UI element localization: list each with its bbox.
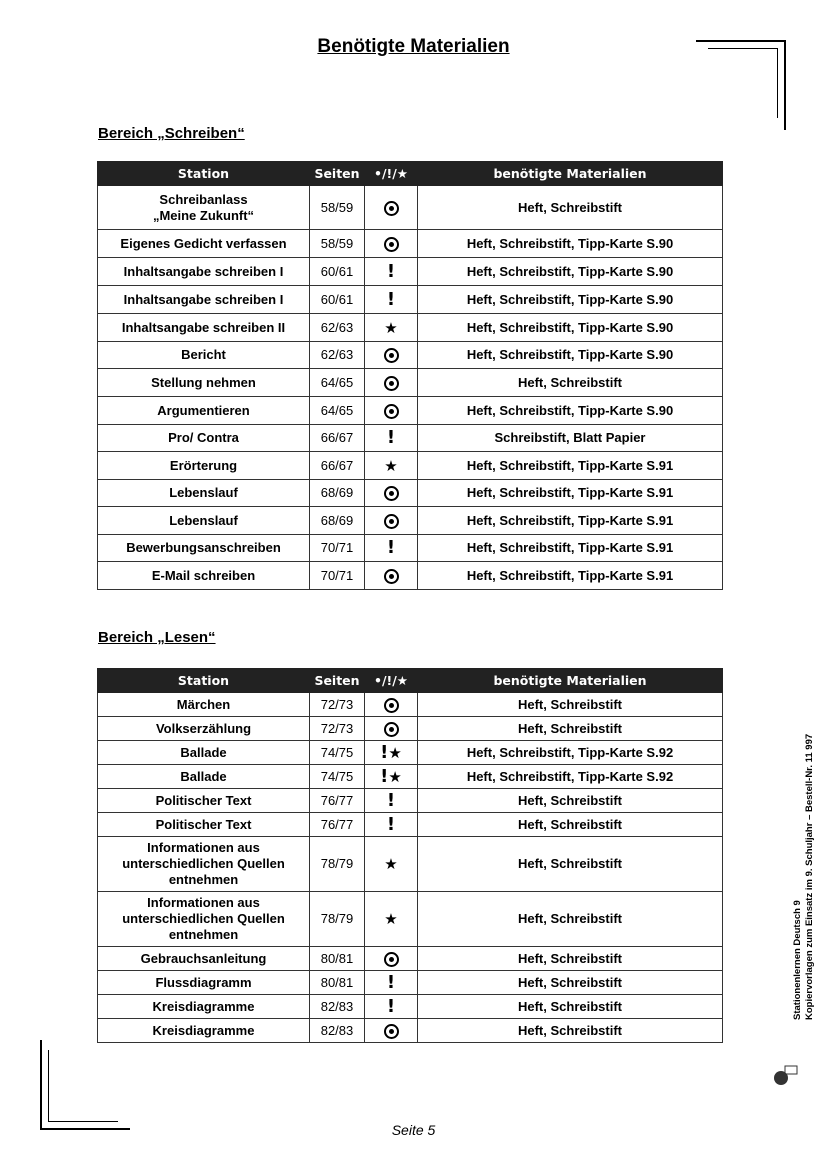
target-circle-icon: [384, 569, 399, 584]
pages-cell: 62/63: [310, 342, 365, 369]
difficulty-symbol-cell: [365, 535, 418, 562]
column-header-station: Station: [98, 669, 310, 693]
materials-cell: Heft, Schreibstift: [418, 813, 723, 837]
pages-cell: 60/61: [310, 258, 365, 286]
table-row: [98, 186, 723, 230]
materials-cell: Heft, Schreibstift, Tipp-Karte S.91: [418, 562, 723, 590]
materials-cell: Heft, Schreibstift, Tipp-Karte S.90: [418, 314, 723, 342]
difficulty-symbol-cell: [365, 342, 418, 369]
materials-cell: Heft, Schreibstift: [418, 1019, 723, 1043]
table-row: [98, 995, 723, 1019]
target-circle-icon: [384, 514, 399, 529]
difficulty-symbol-cell: [365, 693, 418, 717]
target-circle-icon: [384, 952, 399, 967]
target-circle-icon: [384, 722, 399, 737]
target-circle-icon: [384, 486, 399, 501]
station-cell: Bericht: [98, 342, 310, 369]
pages-cell: 64/65: [310, 369, 365, 397]
exclamation-icon: !: [386, 995, 396, 1017]
materials-cell: Heft, Schreibstift: [418, 789, 723, 813]
exclamation-icon: !: [386, 971, 396, 993]
station-cell: Inhaltsangabe schreiben II: [98, 314, 310, 342]
station-cell: Kreisdiagramme: [98, 1019, 310, 1043]
pages-cell: 58/59: [310, 230, 365, 258]
materials-cell: Heft, Schreibstift: [418, 186, 723, 230]
table-row: [98, 741, 723, 765]
pages-cell: 76/77: [310, 789, 365, 813]
column-header-symbol: •/!/★: [365, 162, 418, 186]
station-cell: Politischer Text: [98, 813, 310, 837]
difficulty-symbol-cell: [365, 425, 418, 452]
table-row: [98, 1019, 723, 1043]
exclamation-icon: !: [386, 537, 396, 558]
target-circle-icon: [384, 348, 399, 363]
target-circle-icon: [384, 1024, 399, 1039]
difficulty-symbol-cell: [365, 186, 418, 230]
station-cell: Informationen aus unterschiedlichen Quellen entnehmen: [98, 837, 310, 892]
difficulty-symbol-cell: [365, 837, 418, 892]
difficulty-symbol-cell: [365, 452, 418, 480]
pages-cell: 74/75: [310, 741, 365, 765]
pages-cell: 82/83: [310, 1019, 365, 1043]
sidebar-line-2: Kopiervorlagen zum Einsatz im 9. Schuljahr – Bestell-Nr. 11 997: [804, 733, 815, 1020]
difficulty-symbol-cell: [365, 286, 418, 314]
pages-cell: 82/83: [310, 995, 365, 1019]
pages-cell: 76/77: [310, 813, 365, 837]
pages-cell: 70/71: [310, 535, 365, 562]
star-icon: ★: [388, 743, 402, 762]
materials-cell: Heft, Schreibstift: [418, 717, 723, 741]
table-row: [98, 693, 723, 717]
table-row: [98, 947, 723, 971]
column-header-pages: Seiten: [310, 669, 365, 693]
table-row: [98, 258, 723, 286]
pages-cell: 58/59: [310, 186, 365, 230]
station-cell: Bewerbungsanschreiben: [98, 535, 310, 562]
pages-cell: 78/79: [310, 892, 365, 947]
table-header-row: [98, 162, 723, 186]
exclamation-icon: !: [386, 288, 396, 310]
pages-cell: 72/73: [310, 693, 365, 717]
difficulty-symbol-cell: [365, 813, 418, 837]
difficulty-symbol-cell: [365, 562, 418, 590]
table-header-row: [98, 669, 723, 693]
materials-cell: Heft, Schreibstift: [418, 947, 723, 971]
exclamation-icon: !: [386, 789, 396, 811]
station-cell: Argumentieren: [98, 397, 310, 425]
target-circle-icon: [384, 376, 399, 391]
materials-cell: Heft, Schreibstift, Tipp-Karte S.90: [418, 230, 723, 258]
pages-cell: 68/69: [310, 480, 365, 507]
pages-cell: 80/81: [310, 947, 365, 971]
table-row: [98, 562, 723, 590]
station-cell: Eigenes Gedicht verfassen: [98, 230, 310, 258]
materials-cell: Heft, Schreibstift, Tipp-Karte S.90: [418, 258, 723, 286]
table-row: [98, 342, 723, 369]
station-cell: Pro/ Contra: [98, 425, 310, 452]
table-row: [98, 765, 723, 789]
pages-cell: 80/81: [310, 971, 365, 995]
materials-cell: Schreibstift, Blatt Papier: [418, 425, 723, 452]
station-cell: Ballade: [98, 741, 310, 765]
difficulty-symbol-cell: [365, 369, 418, 397]
table-row: [98, 717, 723, 741]
station-cell: Märchen: [98, 693, 310, 717]
table-row: [98, 230, 723, 258]
exclamation-icon: !: [380, 741, 389, 763]
difficulty-symbol-cell: [365, 1019, 418, 1043]
table-row: [98, 837, 723, 892]
materials-cell: Heft, Schreibstift: [418, 693, 723, 717]
station-cell: Lebenslauf: [98, 480, 310, 507]
materials-cell: Heft, Schreibstift: [418, 837, 723, 892]
difficulty-symbol-cell: [365, 717, 418, 741]
pages-cell: 62/63: [310, 314, 365, 342]
pages-cell: 72/73: [310, 717, 365, 741]
station-cell: Ballade: [98, 765, 310, 789]
station-cell: Informationen aus unterschiedlichen Quellen entnehmen: [98, 892, 310, 947]
column-header-materials: benötigte Materialien: [418, 162, 723, 186]
target-circle-icon: [384, 237, 399, 252]
station-cell: Inhaltsangabe schreiben I: [98, 286, 310, 314]
materials-cell: Heft, Schreibstift, Tipp-Karte S.91: [418, 535, 723, 562]
station-cell: Inhaltsangabe schreiben I: [98, 258, 310, 286]
star-icon: ★: [384, 910, 398, 928]
star-icon: ★: [384, 855, 398, 873]
station-cell: Gebrauchsanleitung: [98, 947, 310, 971]
difficulty-symbol-cell: [365, 789, 418, 813]
pages-cell: 68/69: [310, 507, 365, 535]
difficulty-symbol-cell: [365, 397, 418, 425]
exclamation-icon: !: [380, 765, 389, 787]
materials-cell: Heft, Schreibstift, Tipp-Karte S.91: [418, 507, 723, 535]
materials-table-schreiben: [97, 161, 723, 590]
difficulty-symbol-cell: [365, 947, 418, 971]
pages-cell: 78/79: [310, 837, 365, 892]
section-heading-lesen: Bereich „Lesen“: [98, 629, 216, 646]
materials-cell: Heft, Schreibstift: [418, 971, 723, 995]
materials-cell: Heft, Schreibstift: [418, 995, 723, 1019]
sidebar-line-1: Stationenlernen Deutsch 9: [792, 900, 803, 1020]
publisher-sidebar: [792, 734, 816, 1020]
table-row: [98, 286, 723, 314]
table-row: [98, 369, 723, 397]
station-cell: Flussdiagramm: [98, 971, 310, 995]
pages-cell: 66/67: [310, 452, 365, 480]
exclamation-icon: !: [386, 813, 396, 835]
table-row: [98, 314, 723, 342]
column-header-pages: Seiten: [310, 162, 365, 186]
materials-cell: Heft, Schreibstift, Tipp-Karte S.91: [418, 480, 723, 507]
station-cell: Lebenslauf: [98, 507, 310, 535]
difficulty-symbol-cell: [365, 741, 418, 765]
table-row: [98, 789, 723, 813]
target-circle-icon: [384, 698, 399, 713]
exclamation-icon: !: [386, 427, 396, 448]
table-row: [98, 480, 723, 507]
difficulty-symbol-cell: [365, 230, 418, 258]
table-row: [98, 535, 723, 562]
pages-cell: 60/61: [310, 286, 365, 314]
star-icon: ★: [384, 318, 398, 337]
difficulty-symbol-cell: [365, 765, 418, 789]
materials-cell: Heft, Schreibstift, Tipp-Karte S.91: [418, 452, 723, 480]
column-header-station: Station: [98, 162, 310, 186]
pages-cell: 64/65: [310, 397, 365, 425]
pages-cell: 66/67: [310, 425, 365, 452]
station-cell: E-Mail schreiben: [98, 562, 310, 590]
pages-cell: 70/71: [310, 562, 365, 590]
table-row: [98, 425, 723, 452]
star-icon: ★: [388, 767, 402, 786]
table-row: [98, 813, 723, 837]
materials-cell: Heft, Schreibstift, Tipp-Karte S.90: [418, 286, 723, 314]
materials-cell: Heft, Schreibstift, Tipp-Karte S.90: [418, 397, 723, 425]
section-heading-schreiben: Bereich „Schreiben“: [98, 125, 245, 142]
station-cell: Erörterung: [98, 452, 310, 480]
difficulty-symbol-cell: [365, 507, 418, 535]
exclamation-icon: !: [386, 260, 396, 282]
station-cell: Kreisdiagramme: [98, 995, 310, 1019]
difficulty-symbol-cell: [365, 892, 418, 947]
materials-cell: Heft, Schreibstift: [418, 369, 723, 397]
target-circle-icon: [384, 201, 399, 216]
target-circle-icon: [384, 404, 399, 419]
difficulty-symbol-cell: [365, 480, 418, 507]
station-cell: Politischer Text: [98, 789, 310, 813]
star-icon: ★: [384, 456, 398, 475]
materials-cell: Heft, Schreibstift, Tipp-Karte S.90: [418, 342, 723, 369]
page-number: Seite 5: [391, 1122, 436, 1138]
table-row: [98, 507, 723, 535]
station-cell: Schreibanlass „Meine Zukunft“: [98, 186, 310, 230]
materials-cell: Heft, Schreibstift, Tipp-Karte S.92: [418, 741, 723, 765]
difficulty-symbol-cell: [365, 314, 418, 342]
table-row: [98, 892, 723, 947]
table-row: [98, 452, 723, 480]
difficulty-symbol-cell: [365, 995, 418, 1019]
table-row: [98, 397, 723, 425]
difficulty-symbol-cell: [365, 971, 418, 995]
column-header-symbol: •/!/★: [365, 669, 418, 693]
page-title: Benötigte Materialien: [317, 36, 510, 57]
table-row: [98, 971, 723, 995]
difficulty-symbol-cell: [365, 258, 418, 286]
materials-cell: Heft, Schreibstift: [418, 892, 723, 947]
materials-table-lesen: [97, 668, 723, 1043]
station-cell: Stellung nehmen: [98, 369, 310, 397]
materials-cell: Heft, Schreibstift, Tipp-Karte S.92: [418, 765, 723, 789]
station-cell: Volkserzählung: [98, 717, 310, 741]
publisher-logo-icon: [772, 1062, 798, 1088]
pages-cell: 74/75: [310, 765, 365, 789]
column-header-materials: benötigte Materialien: [418, 669, 723, 693]
